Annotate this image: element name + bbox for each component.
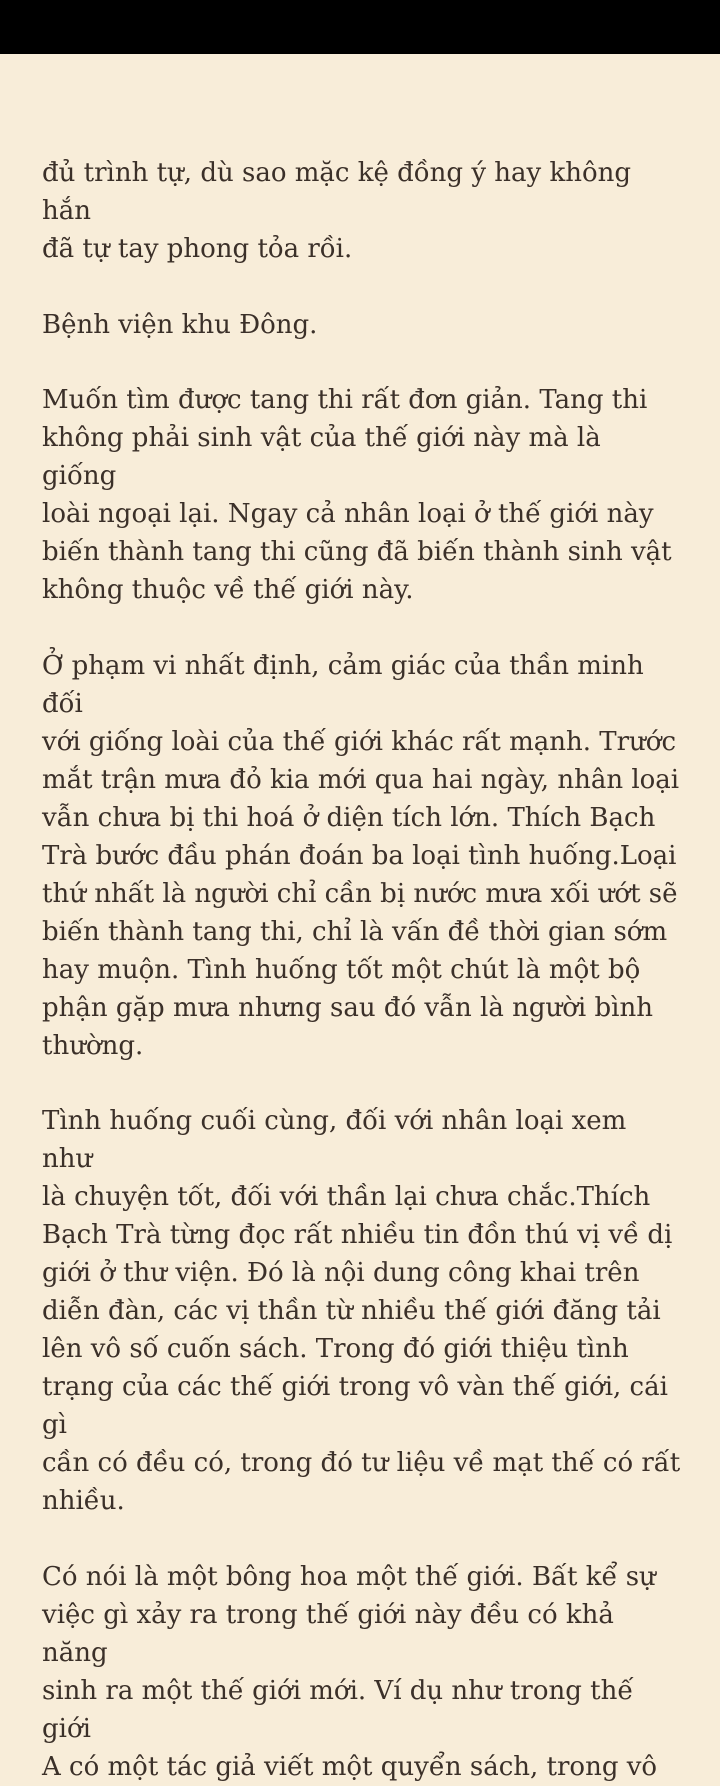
paragraph: Tình huống cuối cùng, đối với nhân loại xem như là chuyện tốt, đối với thần lại chưa chắc.Thích Bạch Trà từng đọc rất nhiều tin đồn thú vị về dị giới ở thư viện. Đó là nội dung công khai trên diễn đàn, các vị thần từ nhiều thế giới đăng tải lên vô số cuốn sách. Trong đó giới thiệu tình trạng của các thế giới trong vô vàn thế giới, cái gì cần có đều có, trong đó tư liệu về mạt thế có rất nhiều. bbox=[42, 1106, 681, 1517]
paragraph: Có nói là một bông hoa một thế giới. Bất kể sự việc gì xảy ra trong thế giới này đều có khả năng sinh ra một thế giới mới. Ví dụ như trong thế giới A có một tác giả viết một quyển sách, trong vô bbox=[42, 1561, 658, 1782]
paragraph: đủ trình tự, dù sao mặc kệ đồng ý hay không hắn đã tự tay phong tỏa rồi. bbox=[42, 158, 632, 264]
paragraph: Ở phạm vi nhất định, cảm giác của thần minh đối với giống loài của thế giới khác rất mạnh. Trước mắt trận mưa đỏ kia mới qua hai ngày, nhân loại vẫn chưa bị thi hoá ở diện tích lớn. Thích Bạch Trà bước đầu phán đoán ba loại tình huống.Loại thứ nhất là người chỉ cần bị nước mưa xối ướt sẽ biến thành tang thi, chỉ là vấn đề thời gian sớm hay muộn. Tình huống tốt một chút là một bộ phận gặp mưa nhưng sau đó vẫn là người bình thường. bbox=[42, 650, 680, 1061]
paragraph: Bệnh viện khu Đông. bbox=[42, 309, 318, 340]
chapter-text bbox=[42, 154, 682, 1782]
paragraph: Muốn tìm được tang thi rất đơn giản. Tang thi không phải sinh vật của thế giới này mà là giống loài ngoại lại. Ngay cả nhân loại ở thế giới này biến thành tang thi cũng đã biến thành sinh vật không thuộc về thế giới này. bbox=[42, 385, 672, 606]
status-bar bbox=[0, 0, 720, 54]
reader-page[interactable] bbox=[0, 54, 720, 1782]
